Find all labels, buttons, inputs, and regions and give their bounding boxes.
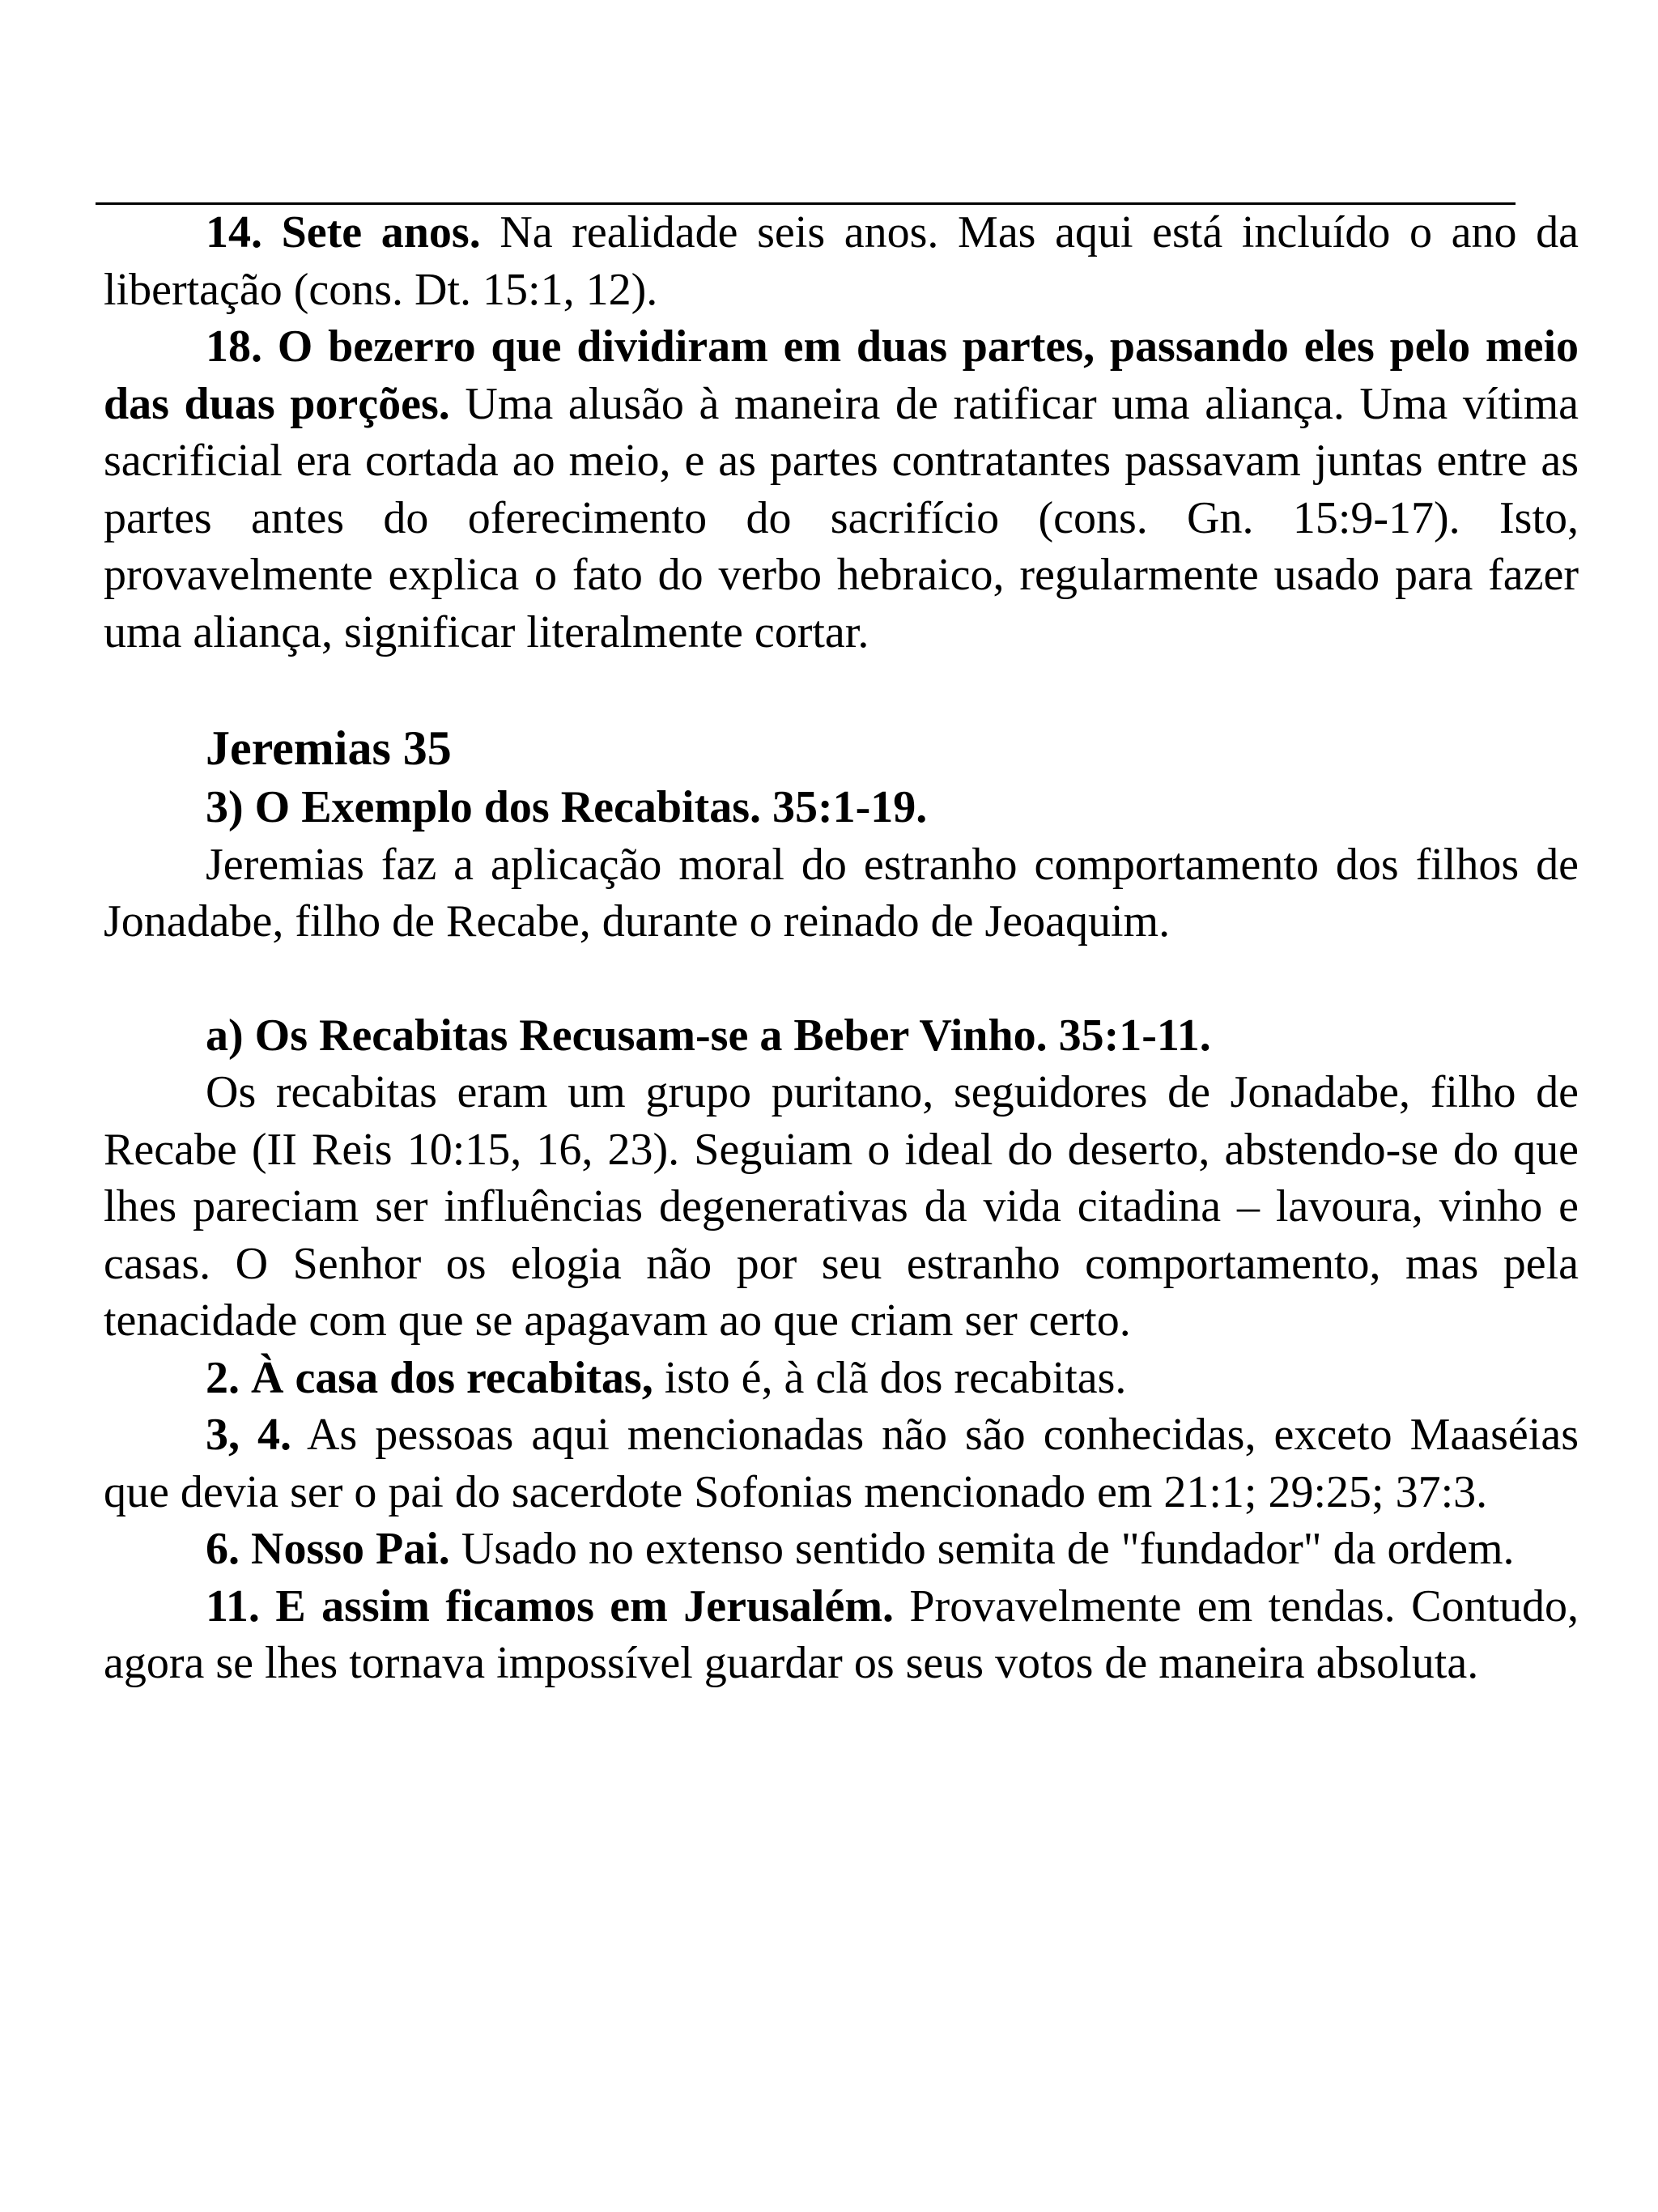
spacer [104, 951, 1579, 1007]
section-heading: 3) O Exemplo dos Recabitas. 35:1-19. [206, 782, 928, 832]
note-3-4-lead: 3, 4. [206, 1410, 292, 1460]
note-6 [104, 1521, 1579, 1578]
note-18-text: Uma alusão à maneira de ratificar uma aliança. Uma vítima sacrificial era cortada ao meio, e as partes contratantes passavam juntas entre as partes antes do oferecimento do sacrifício (cons. Gn. 15:9-17). Isto, provavelmente explica o fato do verbo hebraico, regularmente usado para fazer uma aliança, significar literalmente cortar. [104, 378, 1579, 657]
note-11 [104, 1578, 1579, 1692]
note-14-lead: 14. Sete anos. [206, 207, 481, 257]
note-2-text: isto é, à clã dos recabitas. [653, 1352, 1127, 1403]
note-2-lead: 2. À casa dos recabitas, [206, 1352, 653, 1403]
note-6-text: Usado no extenso sentido semita de "fundador" da ordem. [449, 1524, 1515, 1574]
note-3-4 [104, 1406, 1579, 1521]
note-3-4-text: As pessoas aqui mencionadas não são conhecidas, exceto Maaséias que devia ser o pai do sacerdote Sofonias mencionado em 21:1; 29:25; 37:3. [104, 1410, 1579, 1517]
chapter-heading: Jeremias 35 [206, 721, 452, 775]
spacer [104, 661, 1579, 717]
subsection-heading: a) Os Recabitas Recusam-se a Beber Vinho. 35:1-11. [206, 1010, 1211, 1061]
note-14 [104, 204, 1579, 318]
section-intro: Jeremias faz a aplicação moral do estranho comportamento dos filhos de Jonadabe, filho de Recabe, durante o reinado de Jeoaquim. [104, 839, 1579, 946]
note-11-text: Provavelmente em tendas. Contudo, agora se lhes tornava impossível guardar os seus votos de maneira absoluta. [104, 1580, 1579, 1688]
note-11-lead: 11. E assim ficamos em Jerusalém. [206, 1580, 894, 1631]
note-6-lead: 6. Nosso Pai. [206, 1524, 450, 1574]
page-content [104, 204, 1579, 1692]
subsection-intro: Os recabitas eram um grupo puritano, seguidores de Jonadabe, filho de Recabe (II Reis 10:15, 16, 23). Seguiam o ideal do deserto, abstendo-se do que lhes pareciam ser influências degenerativas da vida citadina – lavoura, vinho e casas. O Senhor os elogia não por seu estranho comportamento, mas pela tenacidade com que se apagavam ao que criam ser certo. [104, 1067, 1579, 1346]
note-18-lead: 18. O bezerro que dividiram em duas partes, passando eles pelo meio das duas porções. [104, 321, 1579, 429]
note-18 [104, 318, 1579, 661]
note-2 [104, 1350, 1579, 1407]
note-14-text: Na realidade seis anos. Mas aqui está incluído o ano da libertação (cons. Dt. 15:1, 12). [104, 207, 1579, 315]
